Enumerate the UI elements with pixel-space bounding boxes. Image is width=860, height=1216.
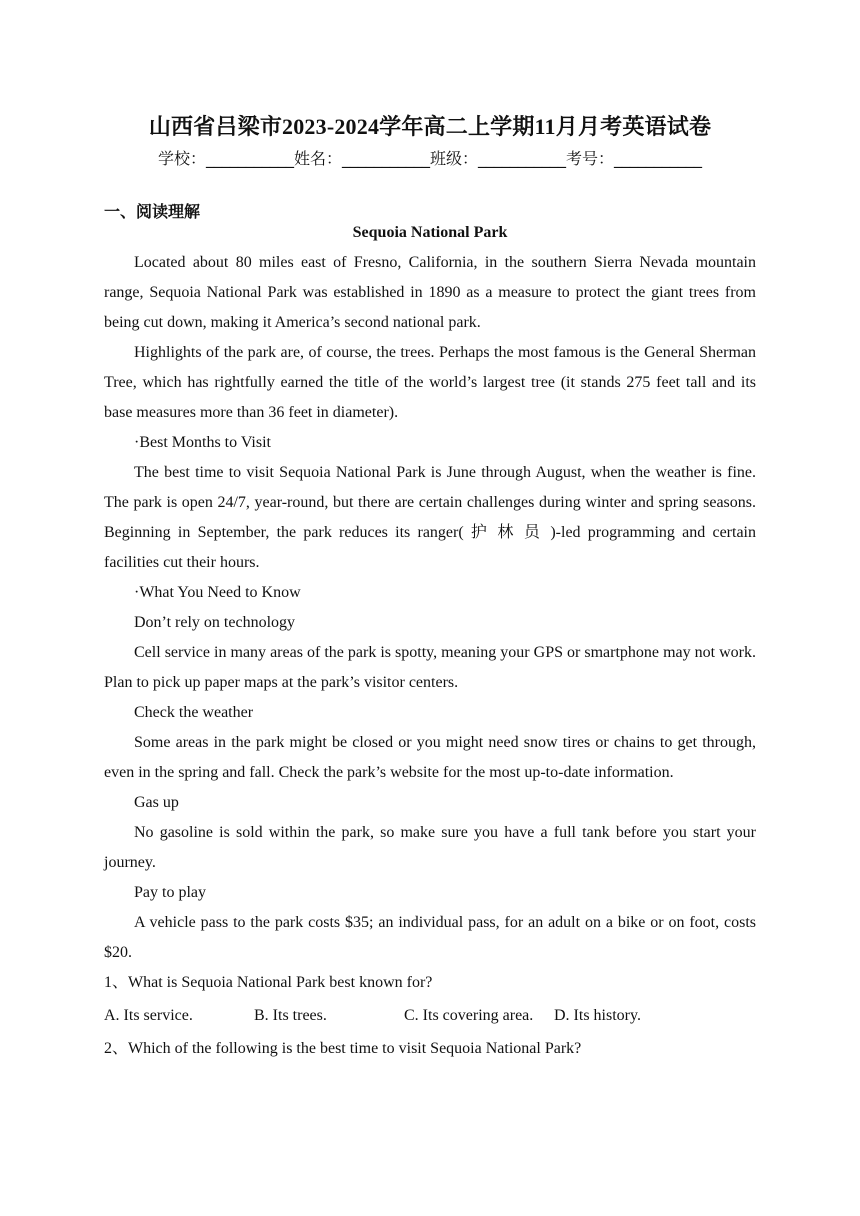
question-stem: 2、Which of the following is the best time to visit Sequoia National Park?: [104, 1040, 582, 1057]
reading-passage: [104, 218, 756, 1064]
paragraph: Some areas in the park might be closed or you might need snow tires or chains to get through, even in the spring and fall. Check the park’s website for the most up-to-date information.: [104, 734, 756, 781]
tip-heading: Gas up: [134, 794, 179, 811]
section-heading: 一、阅读理解: [104, 202, 201, 221]
paragraph: A vehicle pass to the park costs $35; an individual pass, for an adult on a bike or on foot, costs $20.: [104, 914, 756, 961]
paragraph: Highlights of the park are, of course, the trees. Perhaps the most famous is the General Sherman Tree, which has rightfully earned the title of the world’s largest tree (it stands 275 feet tall and its base measures more than 36 feet in diameter).: [104, 344, 756, 421]
subheading: ·Best Months to Visit: [134, 434, 271, 451]
option-c: C. Its covering area.: [404, 1007, 534, 1024]
answer-options: [104, 1000, 756, 1032]
option-b: B. Its trees.: [254, 1007, 327, 1024]
paragraph: The best time to visit Sequoia National Park is June through August, when the weather is fine. The park is open 24/7, year-round, but there are certain challenges during winter and spring seasons. Beginning in September, the park reduces its ranger( 护 林 员 )-led programming and certain facilities cut their hours.: [104, 464, 756, 571]
student-info-fields: 学校：___________姓名：___________班级：___________考号：___________: [157, 149, 702, 168]
option-a: A. Its service.: [104, 1007, 193, 1024]
page-title: 山西省吕梁市2023-2024学年高二上学期11月月考英语试卷: [148, 114, 712, 139]
paragraph: Cell service in many areas of the park is spotty, meaning your GPS or smartphone may not work. Plan to pick up paper maps at the park’s visitor centers.: [104, 644, 756, 691]
paragraph: No gasoline is sold within the park, so make sure you have a full tank before you start your journey.: [104, 824, 756, 871]
subheading: ·What You Need to Know: [134, 584, 301, 601]
passage-title: Sequoia National Park: [352, 224, 508, 241]
tip-heading: Don’t rely on technology: [134, 614, 296, 631]
question-stem: 1、What is Sequoia National Park best known for?: [104, 974, 433, 991]
option-d: D. Its history.: [554, 1007, 641, 1024]
paragraph: Located about 80 miles east of Fresno, California, in the southern Sierra Nevada mountain range, Sequoia National Park was established in 1890 as a measure to protect the giant trees from being cut down, making it America’s second national park.: [104, 254, 756, 331]
tip-heading: Pay to play: [134, 884, 206, 901]
tip-heading: Check the weather: [134, 704, 254, 721]
